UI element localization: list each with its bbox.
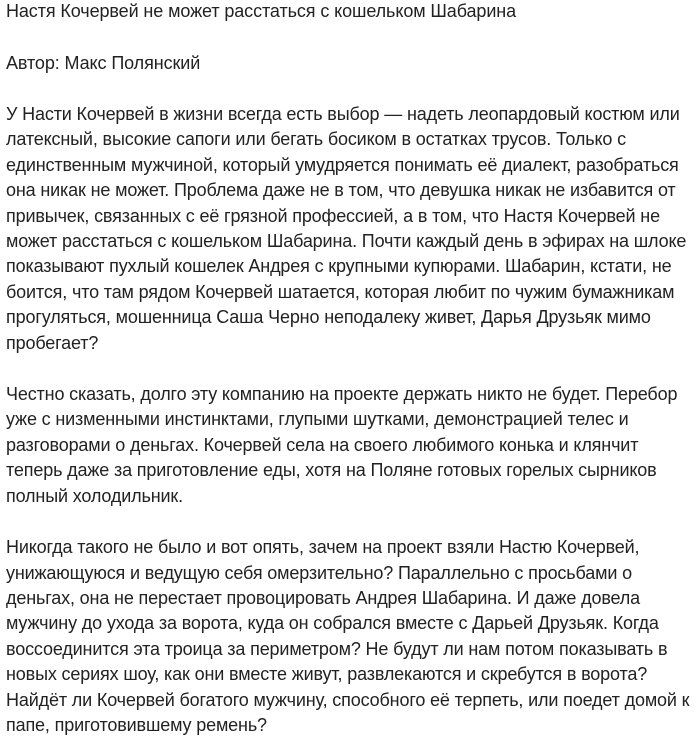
article-title: Настя Кочервей не может расстаться с кошельком Шабарина — [6, 1, 517, 21]
article-author: Автор: Макс Полянский — [6, 53, 201, 73]
article-paragraph-2: Честно сказать, долго эту компанию на проекте держать никто не будет. Перебор уже с низменными инстинктами, глупыми шутками, демонстрацией телес и разговорами о деньгах. Кочервей села на своего любимого конька и клянчит теперь даже за приготовление еды, хотя на Поляне готовых горелых сырников полный холодильник. — [6, 384, 678, 506]
article-paragraph-3: Никогда такого не было и вот опять, зачем на проект взяли Настю Кочервей, унижающуюся и ведущую себя омерзительно? Параллельно с просьбами о деньгах, она не перестает провоцировать Андрея Шабарина. И даже довела мужчину до ухода за ворота, куда он собрался вместе с Дарьей Друзьяк. Когда воссоединится эта троица за периметром? Не будут ли нам потом показывать в новых сериях шоу, как они вместе живут, развлекаются и скребутся в ворота? Найдёт ли Кочервей богатого мужчину, способного её терпеть, или поедет домой к папе, приготовившему ремень? — [6, 537, 690, 735]
article-paragraph-1: У Насти Кочервей в жизни всегда есть выбор — надеть леопардовый костюм или латексный, высокие сапоги или бегать босиком в остатках трусов. Только с единственным мужчиной, который умудряется понимать её диалект, разобраться она никак не может. Проблема даже не в том, что девушка никак не избавится от привычек, связанных с её грязной профессией, а в том, что Настя Кочервей не может расстаться с кошельком Шабарина. Почти каждый день в эфирах на шлоке показывают пухлый кошелек Андрея с крупными купюрами. Шабарин, кстати, не боится, что там рядом Кочервей шатается, которая любит по чужим бумажникам прогуляться, мошенница Саша Черно неподалеку живет, Дарья Друзьяк мимо пробегает? — [6, 104, 687, 353]
